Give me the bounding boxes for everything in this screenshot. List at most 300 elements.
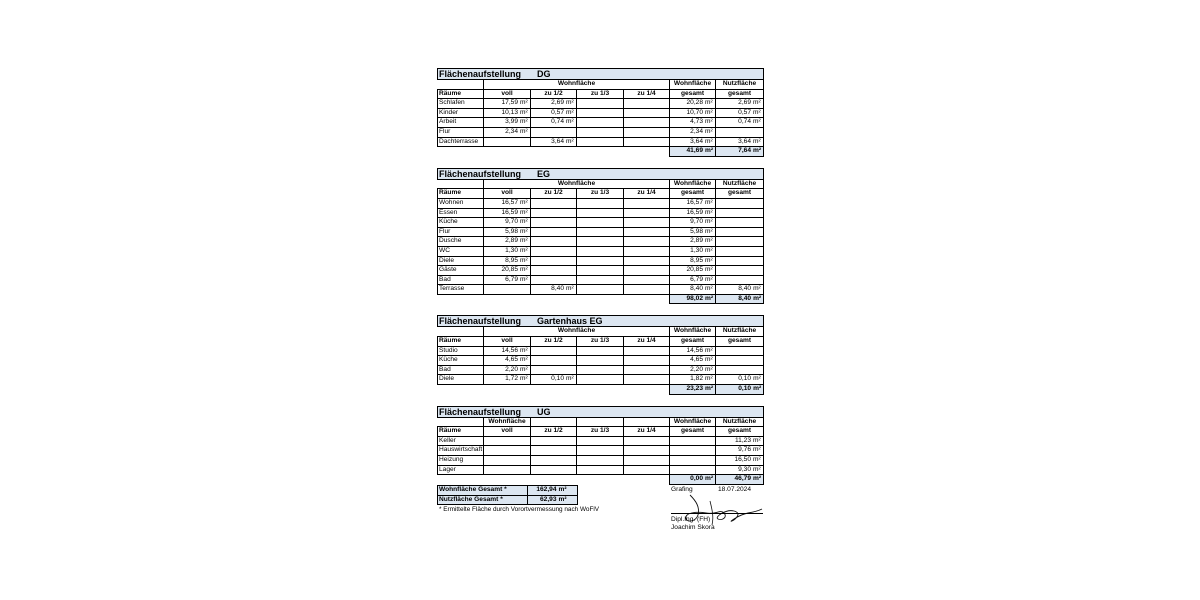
value-cell	[484, 275, 531, 285]
value-cell	[577, 365, 624, 375]
value-cell	[484, 375, 531, 385]
header-gesamt: gesamt	[716, 427, 764, 437]
value-cell	[670, 266, 716, 276]
value-cell	[484, 198, 531, 208]
room-name: Hauswirtschaft	[438, 446, 484, 456]
value-cell	[670, 208, 716, 218]
room-name: WC	[438, 246, 484, 256]
table-row	[438, 99, 764, 109]
table-row	[438, 446, 764, 456]
unit-label: m²	[520, 256, 528, 264]
value-cell	[670, 356, 716, 366]
room-name: Wohnen	[438, 198, 484, 208]
value-number: 3,64	[690, 137, 703, 145]
value-cell	[716, 356, 764, 366]
unit-label: m²	[520, 266, 528, 274]
unit-label: m²	[705, 118, 713, 126]
value-cell	[624, 118, 670, 128]
section-title-row	[438, 168, 764, 179]
value-cell	[531, 137, 577, 147]
header-gesamt: gesamt	[670, 189, 716, 199]
table-row	[438, 237, 764, 247]
value-cell	[624, 99, 670, 109]
total-nutz-value: 0,10	[738, 385, 752, 393]
table-row	[438, 127, 764, 137]
unit-label: m²	[566, 137, 574, 145]
unit-label: m²	[520, 218, 528, 226]
value-number: 17,59	[501, 99, 518, 107]
value-cell	[577, 246, 624, 256]
total-row	[438, 294, 764, 304]
table-row	[438, 227, 764, 237]
value-cell	[716, 227, 764, 237]
table-row	[438, 356, 764, 366]
unit-label: m²	[520, 275, 528, 283]
unit-label: m²	[520, 208, 528, 216]
value-cell	[484, 127, 531, 137]
value-number: 3,64	[551, 137, 564, 145]
value-cell	[670, 237, 716, 247]
value-cell	[624, 237, 670, 247]
value-cell	[624, 127, 670, 137]
value-cell	[577, 118, 624, 128]
header-wohnflaeche: Wohnfläche	[484, 417, 531, 427]
value-number: 6,79	[690, 275, 703, 283]
header-voll: voll	[484, 89, 531, 99]
value-cell	[624, 266, 670, 276]
total-row	[438, 385, 764, 395]
total-wohn-value: 23,23	[686, 385, 703, 393]
total-wohnflaeche	[670, 294, 716, 304]
unit-label: m²	[520, 99, 528, 107]
value-number: 16,57	[686, 198, 703, 206]
value-number: 16,59	[686, 208, 703, 216]
value-cell	[484, 346, 531, 356]
value-cell	[577, 436, 624, 446]
unit-label: m²	[705, 356, 713, 364]
value-cell	[577, 465, 624, 475]
header-gesamt: gesamt	[670, 89, 716, 99]
value-cell	[624, 446, 670, 456]
value-cell	[577, 99, 624, 109]
value-number: 11,23	[734, 436, 751, 444]
header-zu13: zu 1/3	[577, 337, 624, 347]
value-cell	[577, 266, 624, 276]
unit-label: m²	[520, 346, 528, 354]
value-cell	[484, 108, 531, 118]
summary-nutz-label: Nutzfläche Gesamt *	[438, 495, 528, 505]
section-spacer	[437, 395, 763, 406]
value-number: 20,85	[686, 266, 703, 274]
value-cell	[670, 246, 716, 256]
value-cell	[670, 198, 716, 208]
table-row	[438, 246, 764, 256]
value-cell	[484, 137, 531, 147]
header-zu12: zu 1/2	[531, 427, 577, 437]
value-cell	[484, 465, 531, 475]
room-name: Studio	[438, 346, 484, 356]
summary-wohn-unit: m²	[558, 486, 578, 496]
table-row	[438, 365, 764, 375]
room-name: Diele	[438, 256, 484, 266]
value-cell	[577, 198, 624, 208]
room-name: Bad	[438, 275, 484, 285]
table-row	[438, 208, 764, 218]
value-cell	[716, 118, 764, 128]
header-zu12: zu 1/2	[531, 189, 577, 199]
value-cell	[484, 218, 531, 228]
unit-label: m²	[705, 294, 714, 302]
value-cell	[716, 208, 764, 218]
summary-row-nutzflaeche	[438, 495, 578, 505]
value-cell	[531, 446, 577, 456]
value-cell	[624, 285, 670, 295]
room-name: Dusche	[438, 237, 484, 247]
table-row	[438, 375, 764, 385]
value-cell	[716, 436, 764, 446]
unit-label: m²	[705, 99, 713, 107]
value-cell	[484, 436, 531, 446]
unit-label: m²	[753, 385, 762, 393]
section-subtitle: EG	[537, 168, 551, 179]
total-nutz-value: 46,79	[734, 475, 751, 483]
value-cell	[716, 127, 764, 137]
value-number: 4,73	[690, 118, 703, 126]
summary-wohn-value: 162,94	[528, 486, 558, 496]
header-wohnflaeche-gesamt: Wohnfläche	[670, 179, 716, 189]
header-nutzflaeche: Nutzfläche	[716, 179, 764, 189]
summary-row-wohnflaeche	[438, 486, 578, 496]
unit-label: m²	[520, 365, 528, 373]
section-spacer	[437, 304, 763, 315]
table-row	[438, 218, 764, 228]
section-table	[437, 406, 764, 485]
value-number: 6,79	[505, 275, 518, 283]
value-cell	[531, 346, 577, 356]
room-name: Flur	[438, 227, 484, 237]
unit-label: m²	[520, 118, 528, 126]
header-zu14: zu 1/4	[624, 89, 670, 99]
table-row	[438, 266, 764, 276]
value-cell	[624, 346, 670, 356]
value-cell	[531, 375, 577, 385]
section-title-text: Flächenaufstellung	[439, 406, 522, 417]
room-name: Küche	[438, 218, 484, 228]
section-subtitle: UG	[537, 406, 551, 417]
value-number: 8,95	[690, 256, 703, 264]
unit-label: m²	[520, 127, 528, 135]
value-cell	[531, 285, 577, 295]
header-gesamt: gesamt	[716, 89, 764, 99]
summary-table	[437, 485, 578, 505]
unit-label: m²	[520, 246, 528, 254]
header-raeume: Räume	[438, 427, 484, 437]
total-nutzflaeche	[716, 385, 764, 395]
value-cell	[670, 436, 716, 446]
section-title	[438, 406, 764, 417]
value-cell	[670, 99, 716, 109]
value-cell	[577, 456, 624, 466]
value-number: 0,57	[738, 108, 751, 116]
header-raeume: Räume	[438, 189, 484, 199]
value-number: 10,70	[686, 108, 703, 116]
unit-label: m²	[566, 375, 574, 383]
value-number: 1,72	[505, 375, 518, 383]
value-cell	[716, 346, 764, 356]
value-number: 5,98	[505, 227, 518, 235]
header-zu12: zu 1/2	[531, 89, 577, 99]
section-subtitle: DG	[537, 69, 551, 79]
header-nutzflaeche: Nutzfläche	[716, 80, 764, 90]
value-cell	[531, 237, 577, 247]
table-row	[438, 256, 764, 266]
header-gesamt: gesamt	[670, 337, 716, 347]
value-cell	[484, 266, 531, 276]
header-raeume: Räume	[438, 337, 484, 347]
value-cell	[670, 275, 716, 285]
unit-label: m²	[753, 446, 761, 454]
value-number: 2,20	[505, 365, 518, 373]
value-cell	[670, 256, 716, 266]
value-number: 1,30	[690, 246, 703, 254]
footnote: * Ermittelte Fläche durch Vorortvermessung nach WoFlV	[439, 506, 600, 513]
value-cell	[531, 208, 577, 218]
value-cell	[577, 375, 624, 385]
header-row-1	[438, 327, 764, 337]
table-row	[438, 118, 764, 128]
value-number: 2,89	[505, 237, 518, 245]
value-cell	[484, 118, 531, 128]
value-cell	[484, 446, 531, 456]
value-cell	[531, 256, 577, 266]
value-number: 9,76	[738, 446, 751, 454]
value-cell	[716, 108, 764, 118]
value-number: 20,85	[501, 266, 518, 274]
table-row	[438, 346, 764, 356]
value-number: 2,34	[690, 127, 703, 135]
room-name: Bad	[438, 365, 484, 375]
unit-label: m²	[705, 218, 713, 226]
value-number: 2,69	[551, 99, 564, 107]
value-cell	[716, 365, 764, 375]
header-zu13: zu 1/3	[577, 427, 624, 437]
value-cell	[716, 99, 764, 109]
value-number: 20,28	[686, 99, 703, 107]
value-cell	[531, 99, 577, 109]
value-number: 0,10	[738, 375, 752, 383]
value-cell	[670, 137, 716, 147]
value-cell	[716, 198, 764, 208]
unit-label: m²	[566, 108, 574, 116]
room-name: Essen	[438, 208, 484, 218]
table-row	[438, 137, 764, 147]
value-cell	[670, 127, 716, 137]
room-name: Diele	[438, 375, 484, 385]
value-number: 5,98	[690, 227, 703, 235]
section-table	[437, 168, 764, 305]
value-cell	[624, 218, 670, 228]
header-wohnflaeche-gesamt: Wohnfläche	[670, 327, 716, 337]
value-cell	[716, 465, 764, 475]
value-cell	[577, 208, 624, 218]
value-cell	[716, 375, 764, 385]
room-name: Flur	[438, 127, 484, 137]
value-cell	[531, 227, 577, 237]
value-cell	[624, 275, 670, 285]
unit-label: m²	[705, 227, 713, 235]
room-name: Schlafen	[438, 99, 484, 109]
value-cell	[670, 365, 716, 375]
value-cell	[624, 375, 670, 385]
unit-label: m²	[705, 147, 714, 155]
value-cell	[716, 256, 764, 266]
value-cell	[531, 266, 577, 276]
value-number: 1,30	[505, 246, 518, 254]
value-cell	[624, 465, 670, 475]
value-cell	[670, 465, 716, 475]
value-cell	[670, 456, 716, 466]
value-cell	[577, 356, 624, 366]
unit-label: m²	[753, 99, 761, 107]
value-cell	[531, 365, 577, 375]
value-cell	[624, 456, 670, 466]
section-title	[438, 69, 764, 80]
header-row-2	[438, 337, 764, 347]
value-cell	[624, 246, 670, 256]
unit-label: m²	[705, 275, 713, 283]
value-number: 9,70	[505, 218, 518, 226]
value-number: 14,56	[686, 346, 703, 354]
table-row	[438, 465, 764, 475]
value-cell	[670, 108, 716, 118]
unit-label: m²	[705, 137, 713, 145]
summary-nutz-unit: m²	[558, 495, 578, 505]
table-row	[438, 108, 764, 118]
value-cell	[577, 285, 624, 295]
room-name: Küche	[438, 356, 484, 366]
header-zu12: zu 1/2	[531, 337, 577, 347]
value-number: 2,34	[505, 127, 518, 135]
total-wohnflaeche	[670, 475, 716, 485]
total-wohnflaeche	[670, 385, 716, 395]
value-cell	[716, 275, 764, 285]
value-number: 1,82	[690, 375, 703, 383]
unit-label: m²	[753, 285, 761, 293]
header-gesamt: gesamt	[716, 189, 764, 199]
room-name: Kinder	[438, 108, 484, 118]
value-cell	[484, 237, 531, 247]
value-number: 2,20	[690, 365, 703, 373]
value-cell	[670, 118, 716, 128]
value-cell	[484, 246, 531, 256]
unit-label: m²	[753, 475, 762, 483]
table-row	[438, 198, 764, 208]
section-table	[437, 315, 764, 394]
value-cell	[531, 456, 577, 466]
value-cell	[577, 108, 624, 118]
unit-label: m²	[753, 147, 762, 155]
value-cell	[531, 246, 577, 256]
total-wohn-value: 41,69	[686, 147, 703, 155]
total-nutz-value: 8,40	[738, 294, 752, 302]
summary-wohn-label: Wohnfläche Gesamt *	[438, 486, 528, 496]
value-cell	[624, 137, 670, 147]
header-voll: voll	[484, 427, 531, 437]
table-row	[438, 436, 764, 446]
unit-label: m²	[520, 227, 528, 235]
value-number: 9,70	[690, 218, 703, 226]
header-wohnflaeche: Wohnfläche	[484, 80, 670, 90]
room-name: Keller	[438, 436, 484, 446]
total-nutzflaeche	[716, 294, 764, 304]
value-cell	[531, 198, 577, 208]
value-cell	[577, 346, 624, 356]
unit-label: m²	[566, 285, 574, 293]
value-cell	[531, 108, 577, 118]
value-number: 10,13	[501, 108, 518, 116]
unit-label: m²	[705, 256, 713, 264]
value-cell	[577, 127, 624, 137]
total-row	[438, 475, 764, 485]
signature-place: Grafing	[671, 486, 693, 493]
header-voll: voll	[484, 189, 531, 199]
header-row-1	[438, 179, 764, 189]
section-title-row	[438, 69, 764, 80]
value-cell	[716, 246, 764, 256]
header-zu14: zu 1/4	[624, 189, 670, 199]
total-wohn-value: 0,00	[690, 475, 703, 483]
value-number: 0,10	[551, 375, 564, 383]
unit-label: m²	[753, 118, 761, 126]
unit-label: m²	[705, 108, 713, 116]
header-zu14: zu 1/4	[624, 427, 670, 437]
value-number: 8,95	[505, 256, 518, 264]
value-number: 0,74	[738, 118, 751, 126]
total-wohn-value: 98,02	[686, 294, 703, 302]
header-row-2	[438, 89, 764, 99]
unit-label: m²	[753, 465, 761, 473]
value-number: 16,50	[734, 456, 751, 463]
value-number: 3,64	[738, 137, 751, 145]
signer-title: Dipl.Ing. (FH)	[671, 516, 711, 523]
value-cell	[670, 446, 716, 456]
header-voll: voll	[484, 337, 531, 347]
value-cell	[624, 436, 670, 446]
unit-label: m²	[566, 99, 574, 107]
section-title-row	[438, 316, 764, 327]
value-cell	[484, 99, 531, 109]
value-number: 8,40	[690, 285, 703, 293]
area-calculation-document	[437, 68, 763, 485]
signer-name: Joachim Skora	[671, 524, 715, 531]
value-cell	[484, 365, 531, 375]
value-cell	[577, 446, 624, 456]
value-number: 2,69	[738, 99, 751, 107]
section-title	[438, 168, 764, 179]
value-number: 8,40	[738, 285, 752, 293]
value-cell	[670, 285, 716, 295]
unit-label: m²	[705, 237, 713, 245]
unit-label: m²	[753, 456, 761, 463]
value-cell	[484, 285, 531, 295]
unit-label: m²	[705, 127, 713, 135]
header-gesamt: gesamt	[716, 337, 764, 347]
value-cell	[624, 108, 670, 118]
value-cell	[624, 356, 670, 366]
value-cell	[484, 456, 531, 466]
unit-label: m²	[753, 108, 761, 116]
value-cell	[531, 127, 577, 137]
